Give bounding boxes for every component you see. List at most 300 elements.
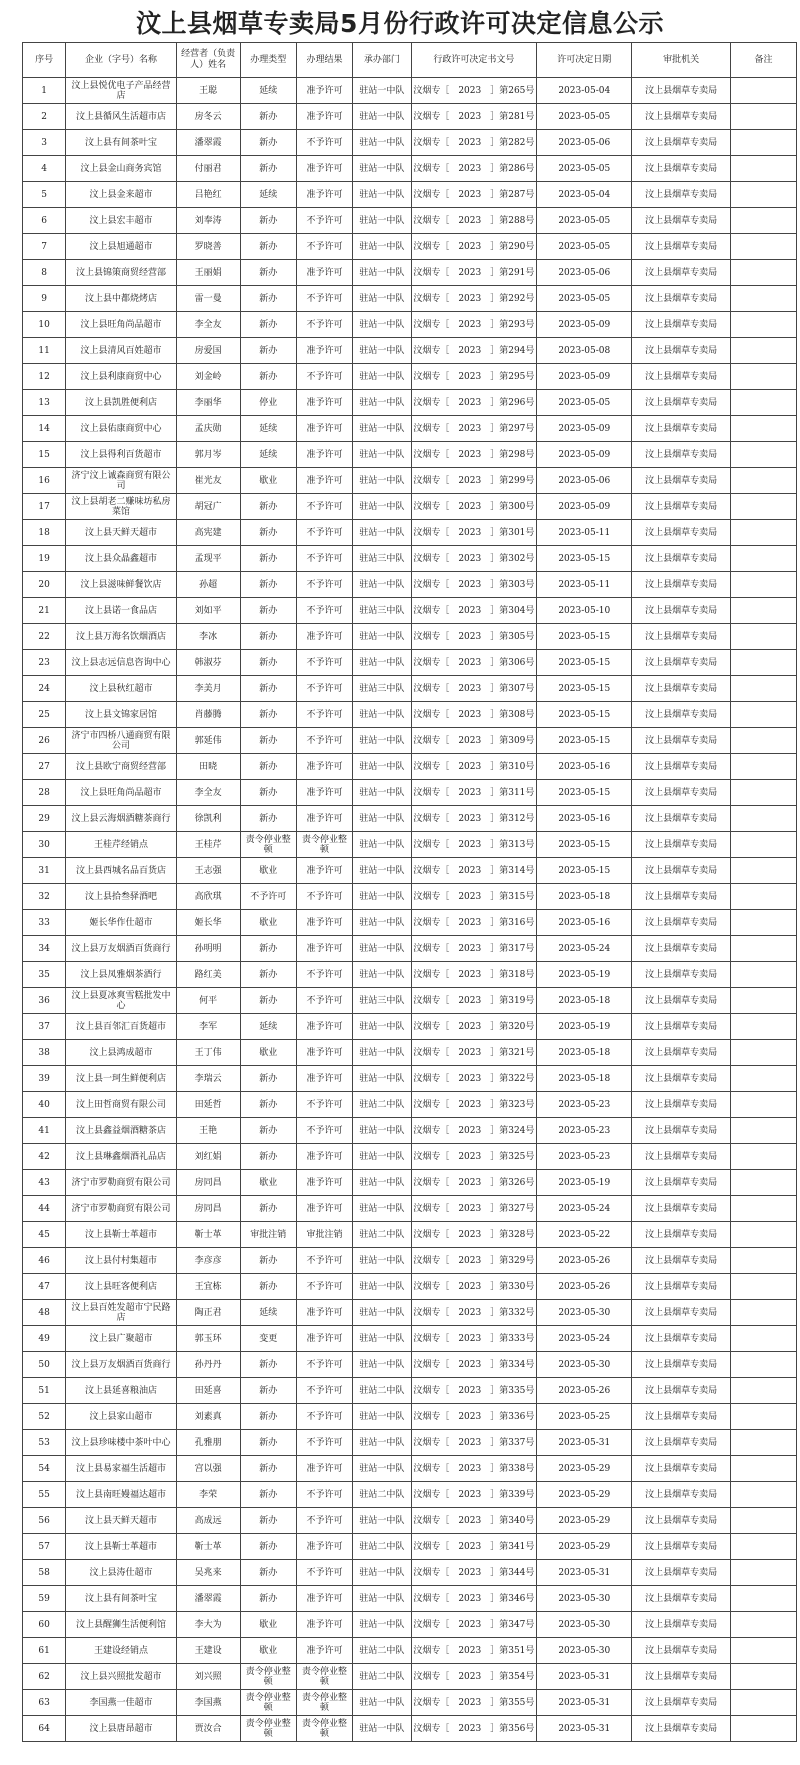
cell-process-type: 新办 <box>240 1378 296 1404</box>
table-row <box>23 1560 797 1586</box>
cell-company-name: 汶上县百姓发超市宁民路店 <box>66 1300 176 1326</box>
cell-remarks <box>730 104 796 130</box>
cell-operator-name: 王聪 <box>176 78 240 104</box>
cell-department: 驻站二中队 <box>353 1534 411 1560</box>
cell-decision-number: 汶烟专［ 2023 ］第341号 <box>411 1534 537 1560</box>
table-row <box>23 780 797 806</box>
table-row <box>23 1196 797 1222</box>
cell-decision-number: 汶烟专［ 2023 ］第327号 <box>411 1196 537 1222</box>
cell-index: 7 <box>23 234 66 260</box>
cell-department: 驻站一中队 <box>353 312 411 338</box>
cell-process-result: 不予许可 <box>296 234 352 260</box>
cell-operator-name: 郭月岑 <box>176 442 240 468</box>
table-row <box>23 676 797 702</box>
cell-decision-date: 2023-05-24 <box>537 936 632 962</box>
cell-operator-name: 房同昌 <box>176 1196 240 1222</box>
cell-process-type: 新办 <box>240 546 296 572</box>
cell-process-type: 不予许可 <box>240 884 296 910</box>
cell-company-name: 济宁市罗勒商贸有限公司 <box>66 1170 176 1196</box>
table-row <box>23 390 797 416</box>
cell-process-result: 准予许可 <box>296 1638 352 1664</box>
cell-approval-authority: 汶上县烟草专卖局 <box>632 1456 731 1482</box>
cell-remarks <box>730 1456 796 1482</box>
table-row <box>23 1118 797 1144</box>
cell-company-name: 济宁汶上诚森商贸有限公司 <box>66 468 176 494</box>
table-row <box>23 1690 797 1716</box>
cell-company-name: 汶上县志远信息咨询中心 <box>66 650 176 676</box>
cell-company-name: 汶上县旺角尚品超市 <box>66 780 176 806</box>
cell-index: 4 <box>23 156 66 182</box>
cell-decision-date: 2023-05-19 <box>537 1170 632 1196</box>
cell-decision-date: 2023-05-04 <box>537 78 632 104</box>
cell-approval-authority: 汶上县烟草专卖局 <box>632 1144 731 1170</box>
cell-department: 驻站一中队 <box>353 104 411 130</box>
cell-index: 8 <box>23 260 66 286</box>
cell-remarks <box>730 1326 796 1352</box>
cell-index: 47 <box>23 1274 66 1300</box>
cell-approval-authority: 汶上县烟草专卖局 <box>632 364 731 390</box>
cell-decision-number: 汶烟专［ 2023 ］第315号 <box>411 884 537 910</box>
cell-department: 驻站一中队 <box>353 572 411 598</box>
cell-department: 驻站一中队 <box>353 338 411 364</box>
cell-department: 驻站一中队 <box>353 702 411 728</box>
cell-operator-name: 房同昌 <box>176 1170 240 1196</box>
cell-remarks <box>730 286 796 312</box>
table-row <box>23 1066 797 1092</box>
cell-index: 10 <box>23 312 66 338</box>
cell-department: 驻站一中队 <box>353 1274 411 1300</box>
cell-company-name: 济宁市罗勒商贸有限公司 <box>66 1196 176 1222</box>
table-row <box>23 1378 797 1404</box>
table-row <box>23 988 797 1014</box>
cell-process-type: 延续 <box>240 78 296 104</box>
cell-remarks <box>730 546 796 572</box>
table-row <box>23 312 797 338</box>
cell-index: 1 <box>23 78 66 104</box>
cell-department: 驻站二中队 <box>353 1222 411 1248</box>
cell-decision-number: 汶烟专［ 2023 ］第326号 <box>411 1170 537 1196</box>
cell-index: 30 <box>23 832 66 858</box>
table-row <box>23 1248 797 1274</box>
cell-operator-name: 高宪建 <box>176 520 240 546</box>
cell-decision-date: 2023-05-29 <box>537 1482 632 1508</box>
cell-process-result: 准予许可 <box>296 78 352 104</box>
cell-process-result: 准予许可 <box>296 1612 352 1638</box>
cell-decision-number: 汶烟专［ 2023 ］第347号 <box>411 1612 537 1638</box>
cell-decision-number: 汶烟专［ 2023 ］第296号 <box>411 390 537 416</box>
cell-operator-name: 孟现平 <box>176 546 240 572</box>
cell-department: 驻站一中队 <box>353 1326 411 1352</box>
cell-decision-date: 2023-05-15 <box>537 832 632 858</box>
cell-decision-date: 2023-05-05 <box>537 286 632 312</box>
cell-operator-name: 路红美 <box>176 962 240 988</box>
cell-decision-date: 2023-05-25 <box>537 1404 632 1430</box>
cell-process-type: 延续 <box>240 1014 296 1040</box>
cell-operator-name: 王丽娟 <box>176 260 240 286</box>
cell-company-name: 汶上县一珂生鲜便利店 <box>66 1066 176 1092</box>
cell-process-result: 准予许可 <box>296 754 352 780</box>
cell-index: 12 <box>23 364 66 390</box>
cell-process-result: 不予许可 <box>296 728 352 754</box>
cell-decision-date: 2023-05-24 <box>537 1326 632 1352</box>
cell-department: 驻站一中队 <box>353 234 411 260</box>
cell-decision-date: 2023-05-09 <box>537 364 632 390</box>
cell-process-result: 准予许可 <box>296 442 352 468</box>
cell-company-name: 汶上县金来超市 <box>66 182 176 208</box>
header-decision-number: 行政许可决定书文号 <box>411 43 537 78</box>
cell-decision-date: 2023-05-15 <box>537 676 632 702</box>
cell-company-name: 汶上县胡老二赚味坊私房菜馆 <box>66 494 176 520</box>
cell-index: 62 <box>23 1664 66 1690</box>
cell-decision-number: 汶烟专［ 2023 ］第317号 <box>411 936 537 962</box>
cell-process-result: 不予许可 <box>296 962 352 988</box>
cell-remarks <box>730 702 796 728</box>
cell-decision-number: 汶烟专［ 2023 ］第312号 <box>411 806 537 832</box>
cell-decision-date: 2023-05-24 <box>537 1196 632 1222</box>
cell-decision-number: 汶烟专［ 2023 ］第307号 <box>411 676 537 702</box>
cell-decision-date: 2023-05-05 <box>537 104 632 130</box>
cell-decision-number: 汶烟专［ 2023 ］第335号 <box>411 1378 537 1404</box>
cell-decision-date: 2023-05-08 <box>537 338 632 364</box>
cell-operator-name: 贾汝合 <box>176 1716 240 1742</box>
cell-operator-name: 房冬云 <box>176 104 240 130</box>
cell-company-name: 汶上县拾叁驿酒吧 <box>66 884 176 910</box>
table-row <box>23 936 797 962</box>
cell-process-type: 新办 <box>240 1482 296 1508</box>
cell-department: 驻站一中队 <box>353 468 411 494</box>
cell-index: 64 <box>23 1716 66 1742</box>
cell-decision-number: 汶烟专［ 2023 ］第337号 <box>411 1430 537 1456</box>
header-decision-date: 许可决定日期 <box>537 43 632 78</box>
table-row <box>23 468 797 494</box>
cell-department: 驻站一中队 <box>353 1612 411 1638</box>
cell-remarks <box>730 650 796 676</box>
cell-department: 驻站二中队 <box>353 1664 411 1690</box>
cell-operator-name: 王桂芹 <box>176 832 240 858</box>
cell-decision-number: 汶烟专［ 2023 ］第303号 <box>411 572 537 598</box>
cell-process-type: 新办 <box>240 130 296 156</box>
cell-operator-name: 孔雅朋 <box>176 1430 240 1456</box>
cell-process-result: 不予许可 <box>296 494 352 520</box>
cell-remarks <box>730 416 796 442</box>
cell-company-name: 汶上县欧宁商贸经营部 <box>66 754 176 780</box>
cell-decision-number: 汶烟专［ 2023 ］第316号 <box>411 910 537 936</box>
header-process-result: 办理结果 <box>296 43 352 78</box>
cell-process-type: 新办 <box>240 676 296 702</box>
cell-process-result: 准予许可 <box>296 156 352 182</box>
cell-department: 驻站一中队 <box>353 936 411 962</box>
cell-remarks <box>730 676 796 702</box>
cell-approval-authority: 汶上县烟草专卖局 <box>632 1014 731 1040</box>
cell-decision-number: 汶烟专［ 2023 ］第340号 <box>411 1508 537 1534</box>
cell-process-result: 准予许可 <box>296 1456 352 1482</box>
cell-process-result: 不予许可 <box>296 364 352 390</box>
cell-department: 驻站一中队 <box>353 78 411 104</box>
table-row <box>23 884 797 910</box>
cell-index: 58 <box>23 1560 66 1586</box>
cell-decision-date: 2023-05-05 <box>537 234 632 260</box>
cell-operator-name: 李全友 <box>176 312 240 338</box>
cell-approval-authority: 汶上县烟草专卖局 <box>632 1066 731 1092</box>
cell-process-type: 变更 <box>240 1326 296 1352</box>
cell-approval-authority: 汶上县烟草专卖局 <box>632 1300 731 1326</box>
cell-remarks <box>730 1300 796 1326</box>
cell-operator-name: 胡冠广 <box>176 494 240 520</box>
cell-remarks <box>730 1690 796 1716</box>
cell-approval-authority: 汶上县烟草专卖局 <box>632 1352 731 1378</box>
cell-approval-authority: 汶上县烟草专卖局 <box>632 494 731 520</box>
cell-decision-date: 2023-05-06 <box>537 130 632 156</box>
table-row <box>23 702 797 728</box>
cell-process-result: 准予许可 <box>296 858 352 884</box>
cell-process-result: 准予许可 <box>296 1040 352 1066</box>
cell-decision-date: 2023-05-19 <box>537 962 632 988</box>
cell-approval-authority: 汶上县烟草专卖局 <box>632 1222 731 1248</box>
cell-approval-authority: 汶上县烟草专卖局 <box>632 1326 731 1352</box>
cell-decision-number: 汶烟专［ 2023 ］第302号 <box>411 546 537 572</box>
cell-approval-authority: 汶上县烟草专卖局 <box>632 910 731 936</box>
cell-operator-name: 郭玉环 <box>176 1326 240 1352</box>
cell-index: 63 <box>23 1690 66 1716</box>
cell-index: 5 <box>23 182 66 208</box>
cell-process-result: 不予许可 <box>296 598 352 624</box>
cell-decision-number: 汶烟专［ 2023 ］第294号 <box>411 338 537 364</box>
cell-approval-authority: 汶上县烟草专卖局 <box>632 520 731 546</box>
cell-process-type: 新办 <box>240 1196 296 1222</box>
cell-department: 驻站一中队 <box>353 858 411 884</box>
cell-decision-number: 汶烟专［ 2023 ］第346号 <box>411 1586 537 1612</box>
cell-remarks <box>730 1638 796 1664</box>
cell-department: 驻站一中队 <box>353 208 411 234</box>
cell-department: 驻站一中队 <box>353 260 411 286</box>
table-row <box>23 1274 797 1300</box>
cell-operator-name: 田晓 <box>176 754 240 780</box>
cell-approval-authority: 汶上县烟草专卖局 <box>632 936 731 962</box>
cell-remarks <box>730 962 796 988</box>
cell-process-type: 新办 <box>240 650 296 676</box>
cell-operator-name: 王丁伟 <box>176 1040 240 1066</box>
cell-operator-name: 李美月 <box>176 676 240 702</box>
cell-process-type: 新办 <box>240 1560 296 1586</box>
cell-operator-name: 罗晓善 <box>176 234 240 260</box>
cell-decision-number: 汶烟专［ 2023 ］第288号 <box>411 208 537 234</box>
cell-approval-authority: 汶上县烟草专卖局 <box>632 650 731 676</box>
cell-operator-name: 韩淑芬 <box>176 650 240 676</box>
header-index: 序号 <box>23 43 66 78</box>
cell-process-type: 新办 <box>240 1118 296 1144</box>
table-row <box>23 806 797 832</box>
cell-process-type: 责令停业整顿 <box>240 832 296 858</box>
cell-department: 驻站一中队 <box>353 754 411 780</box>
cell-process-result: 责令停业整顿 <box>296 1690 352 1716</box>
cell-department: 驻站一中队 <box>353 1690 411 1716</box>
cell-process-type: 责令停业整顿 <box>240 1716 296 1742</box>
cell-index: 42 <box>23 1144 66 1170</box>
cell-operator-name: 徐凯利 <box>176 806 240 832</box>
cell-process-type: 新办 <box>240 1456 296 1482</box>
cell-company-name: 汶上县诺一食品店 <box>66 598 176 624</box>
cell-process-type: 审批注销 <box>240 1222 296 1248</box>
cell-approval-authority: 汶上县烟草专卖局 <box>632 286 731 312</box>
cell-process-type: 延续 <box>240 442 296 468</box>
cell-process-type: 新办 <box>240 364 296 390</box>
cell-decision-date: 2023-05-30 <box>537 1300 632 1326</box>
cell-remarks <box>730 1040 796 1066</box>
cell-approval-authority: 汶上县烟草专卖局 <box>632 1092 731 1118</box>
cell-decision-date: 2023-05-29 <box>537 1534 632 1560</box>
table-row <box>23 962 797 988</box>
cell-company-name: 汶上县清风百姓超市 <box>66 338 176 364</box>
cell-approval-authority: 汶上县烟草专卖局 <box>632 598 731 624</box>
cell-approval-authority: 汶上县烟草专卖局 <box>632 1638 731 1664</box>
cell-department: 驻站一中队 <box>353 1560 411 1586</box>
cell-operator-name: 李大为 <box>176 1612 240 1638</box>
cell-decision-date: 2023-05-15 <box>537 780 632 806</box>
cell-operator-name: 郭延伟 <box>176 728 240 754</box>
cell-process-result: 不予许可 <box>296 312 352 338</box>
cell-department: 驻站一中队 <box>353 1430 411 1456</box>
cell-remarks <box>730 312 796 338</box>
cell-process-result: 准予许可 <box>296 1300 352 1326</box>
cell-remarks <box>730 1144 796 1170</box>
cell-process-result: 不予许可 <box>296 546 352 572</box>
cell-decision-number: 汶烟专［ 2023 ］第299号 <box>411 468 537 494</box>
cell-process-result: 不予许可 <box>296 1274 352 1300</box>
cell-operator-name: 王艳 <box>176 1118 240 1144</box>
table-row <box>23 1404 797 1430</box>
cell-decision-number: 汶烟专［ 2023 ］第333号 <box>411 1326 537 1352</box>
cell-company-name: 汶上县广聚超市 <box>66 1326 176 1352</box>
cell-process-result: 不予许可 <box>296 208 352 234</box>
cell-department: 驻站二中队 <box>353 1638 411 1664</box>
cell-remarks <box>730 780 796 806</box>
cell-approval-authority: 汶上县烟草专卖局 <box>632 1274 731 1300</box>
cell-company-name: 王建设经销点 <box>66 1638 176 1664</box>
cell-approval-authority: 汶上县烟草专卖局 <box>632 1690 731 1716</box>
cell-process-type: 新办 <box>240 754 296 780</box>
cell-operator-name: 靳士革 <box>176 1534 240 1560</box>
cell-remarks <box>730 832 796 858</box>
cell-department: 驻站三中队 <box>353 546 411 572</box>
cell-approval-authority: 汶上县烟草专卖局 <box>632 1482 731 1508</box>
cell-operator-name: 李全友 <box>176 780 240 806</box>
cell-approval-authority: 汶上县烟草专卖局 <box>632 1508 731 1534</box>
cell-approval-authority: 汶上县烟草专卖局 <box>632 702 731 728</box>
cell-remarks <box>730 1092 796 1118</box>
cell-approval-authority: 汶上县烟草专卖局 <box>632 624 731 650</box>
cell-process-result: 责令停业整顿 <box>296 1716 352 1742</box>
cell-decision-number: 汶烟专［ 2023 ］第308号 <box>411 702 537 728</box>
table-row <box>23 260 797 286</box>
cell-department: 驻站一中队 <box>353 650 411 676</box>
cell-department: 驻站一中队 <box>353 1716 411 1742</box>
cell-remarks <box>730 1430 796 1456</box>
cell-process-type: 新办 <box>240 1508 296 1534</box>
cell-company-name: 汶上县靳士革超市 <box>66 1534 176 1560</box>
cell-operator-name: 王建设 <box>176 1638 240 1664</box>
cell-operator-name: 田延喜 <box>176 1378 240 1404</box>
cell-decision-date: 2023-05-15 <box>537 728 632 754</box>
cell-decision-number: 汶烟专［ 2023 ］第287号 <box>411 182 537 208</box>
cell-company-name: 汶上县旺客便利店 <box>66 1274 176 1300</box>
cell-remarks <box>730 1612 796 1638</box>
cell-company-name: 汶上县天鲜天超市 <box>66 520 176 546</box>
cell-process-type: 新办 <box>240 728 296 754</box>
cell-remarks <box>730 1118 796 1144</box>
cell-decision-date: 2023-05-30 <box>537 1612 632 1638</box>
table-row <box>23 728 797 754</box>
cell-approval-authority: 汶上县烟草专卖局 <box>632 988 731 1014</box>
cell-operator-name: 李国燕 <box>176 1690 240 1716</box>
cell-company-name: 济宁市四桥八通商贸有限公司 <box>66 728 176 754</box>
cell-index: 17 <box>23 494 66 520</box>
cell-operator-name: 刘兴照 <box>176 1664 240 1690</box>
cell-department: 驻站一中队 <box>353 1118 411 1144</box>
cell-process-type: 新办 <box>240 234 296 260</box>
table-row <box>23 1638 797 1664</box>
cell-index: 20 <box>23 572 66 598</box>
cell-department: 驻站二中队 <box>353 1092 411 1118</box>
cell-decision-date: 2023-05-23 <box>537 1118 632 1144</box>
cell-company-name: 汶上县家山超市 <box>66 1404 176 1430</box>
cell-process-result: 不予许可 <box>296 1482 352 1508</box>
cell-decision-date: 2023-05-15 <box>537 702 632 728</box>
cell-index: 11 <box>23 338 66 364</box>
table-row <box>23 1326 797 1352</box>
cell-remarks <box>730 728 796 754</box>
cell-company-name: 汶上县滋味鲜餐饮店 <box>66 572 176 598</box>
cell-department: 驻站一中队 <box>353 910 411 936</box>
cell-decision-number: 汶烟专［ 2023 ］第334号 <box>411 1352 537 1378</box>
cell-decision-number: 汶烟专［ 2023 ］第321号 <box>411 1040 537 1066</box>
cell-department: 驻站一中队 <box>353 494 411 520</box>
cell-decision-date: 2023-05-15 <box>537 624 632 650</box>
cell-process-result: 准予许可 <box>296 338 352 364</box>
cell-decision-date: 2023-05-23 <box>537 1144 632 1170</box>
cell-decision-date: 2023-05-05 <box>537 390 632 416</box>
cell-process-type: 新办 <box>240 312 296 338</box>
cell-process-type: 新办 <box>240 104 296 130</box>
cell-approval-authority: 汶上县烟草专卖局 <box>632 1404 731 1430</box>
cell-process-result: 不予许可 <box>296 1560 352 1586</box>
cell-decision-date: 2023-05-18 <box>537 1040 632 1066</box>
cell-process-type: 新办 <box>240 286 296 312</box>
table-row <box>23 1144 797 1170</box>
cell-index: 54 <box>23 1456 66 1482</box>
cell-approval-authority: 汶上县烟草专卖局 <box>632 312 731 338</box>
cell-remarks <box>730 182 796 208</box>
cell-company-name: 汶上县金山商务宾馆 <box>66 156 176 182</box>
cell-process-type: 新办 <box>240 208 296 234</box>
cell-process-type: 新办 <box>240 1352 296 1378</box>
cell-process-result: 准予许可 <box>296 806 352 832</box>
cell-process-result: 不予许可 <box>296 520 352 546</box>
cell-company-name: 汶上县利康商贸中心 <box>66 364 176 390</box>
cell-company-name: 汶上县宏丰超市 <box>66 208 176 234</box>
cell-approval-authority: 汶上县烟草专卖局 <box>632 338 731 364</box>
cell-remarks <box>730 1664 796 1690</box>
table-row <box>23 1612 797 1638</box>
cell-process-type: 新办 <box>240 1066 296 1092</box>
cell-decision-number: 汶烟专［ 2023 ］第356号 <box>411 1716 537 1742</box>
cell-company-name: 汶上县旭通超市 <box>66 234 176 260</box>
cell-decision-date: 2023-05-18 <box>537 1066 632 1092</box>
cell-index: 57 <box>23 1534 66 1560</box>
cell-approval-authority: 汶上县烟草专卖局 <box>632 416 731 442</box>
cell-approval-authority: 汶上县烟草专卖局 <box>632 1196 731 1222</box>
cell-process-result: 不予许可 <box>296 572 352 598</box>
cell-remarks <box>730 78 796 104</box>
